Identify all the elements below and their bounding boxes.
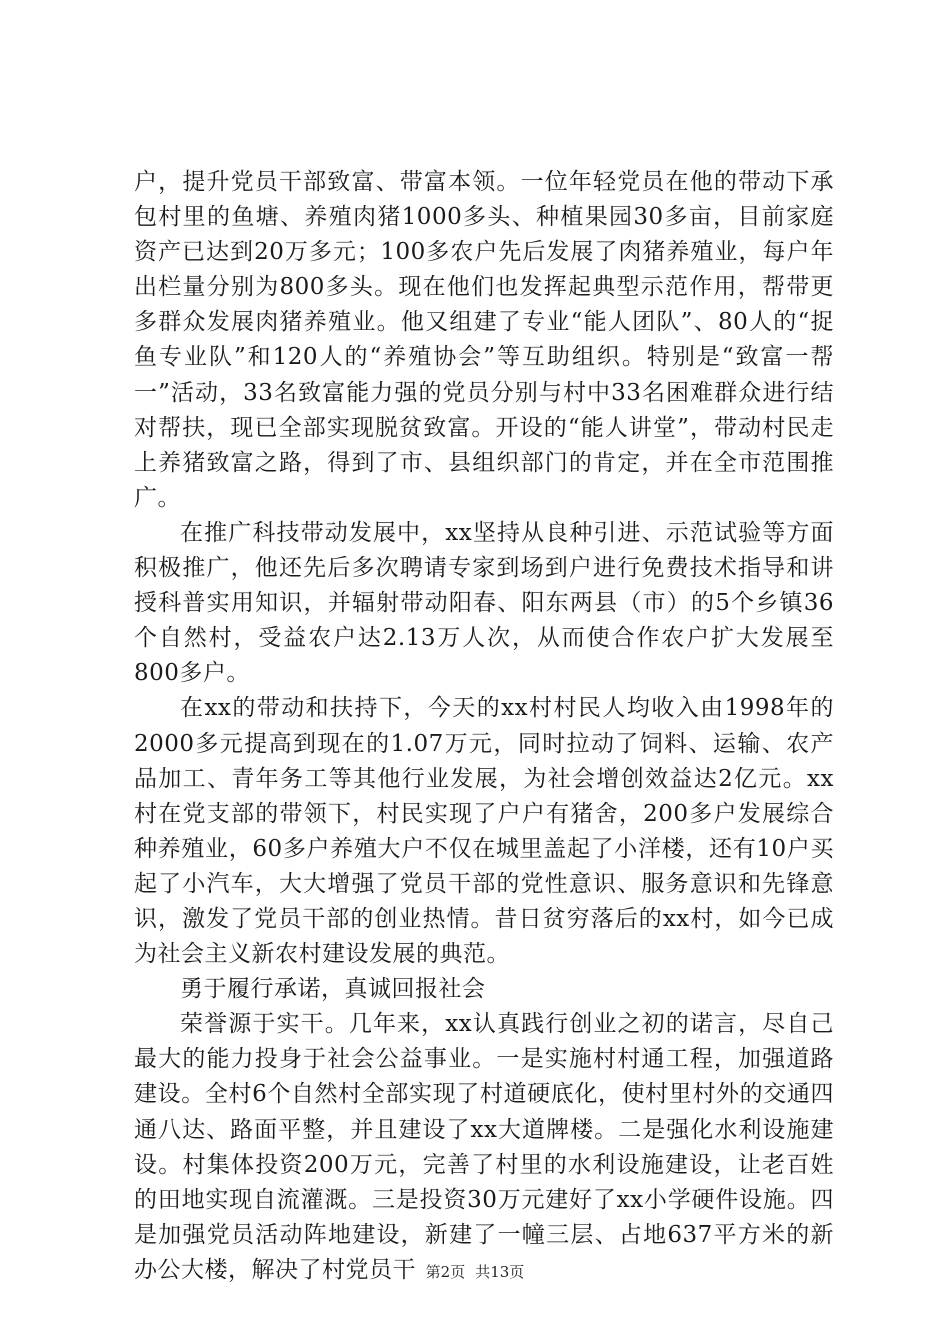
body-text xyxy=(134,165,834,1288)
paragraph-3: 在xx的带动和扶持下，今天的xx村村民人均收入由1998年的2000多元提高到现在的1.07万元，同时拉动了饲料、运输、农产品加工、青年务工等其他行业发展，为社会增创效益达2亿元。xx村在党支部的带领下，村民实现了户户有猪舍，200多户发展综合种养殖业，60多户养殖大户不仅在城里盖起了小洋楼，还有10户买起了小汽车，大大增强了党员干部的党性意识、服务意识和先锋意识，激发了党员干部的创业热情。昔日贫穷落后的xx村，如今已成为社会主义新农村建设发展的典范。 xyxy=(134,695,834,968)
page-number: 第2页 xyxy=(425,1263,466,1281)
page-footer xyxy=(0,1262,950,1282)
paragraph-4: 荣誉源于实干。几年来，xx认真践行创业之初的诺言，尽自己最大的能力投身于社会公益事业。一是实施村村通工程，加强道路建设。全村6个自然村全部实现了村道硬底化，使村里村外的交通四通八达、路面平整，并且建设了xx大道牌楼。二是强化水利设施建设。村集体投资200万元，完善了村里的水利设施建设，让老百姓的田地实现自流灌溉。三是投资30万元建好了xx小学硬件设施。四是加强党员活动阵地建设，新建了一幢三层、占地637平方米的新办公大楼，解决了村党员干 xyxy=(134,1011,834,1283)
paragraph-2: 在推广科技带动发展中，xx坚持从良种引进、示范试验等方面积极推广，他还先后多次聘请专家到场到户进行免费技术指导和讲授科普实用知识，并辐射带动阳春、阳东两县（市）的5个乡镇36个自然村，受益农户达2.13万人次，从而使合作农户扩大发展至800多户。 xyxy=(134,519,834,687)
section-heading: 勇于履行承诺，真诚回报社会 xyxy=(180,976,486,1003)
page-total: 共13页 xyxy=(475,1263,525,1281)
paragraph-1: 户，提升党员干部致富、带富本领。一位年轻党员在他的带动下承包村里的鱼塘、养殖肉猪1000多头、种植果园30多亩，目前家庭资产已达到20万多元；100多农户先后发展了肉猪养殖业，每户年出栏量分别为800多头。现在他们也发挥起典型示范作用，帮带更多群众发展肉猪养殖业。他又组建了专业“能人团队”、80人的“捉鱼专业队”和120人的“养殖协会”等互助组织。特别是“致富一帮一”活动，33名致富能力强的党员分别与村中33名困难群众进行结对帮扶，现已全部实现脱贫致富。开设的“能人讲堂”，带动村民走上养猪致富之路，得到了市、县组织部门的肯定，并在全市范围推广。 xyxy=(134,169,834,511)
